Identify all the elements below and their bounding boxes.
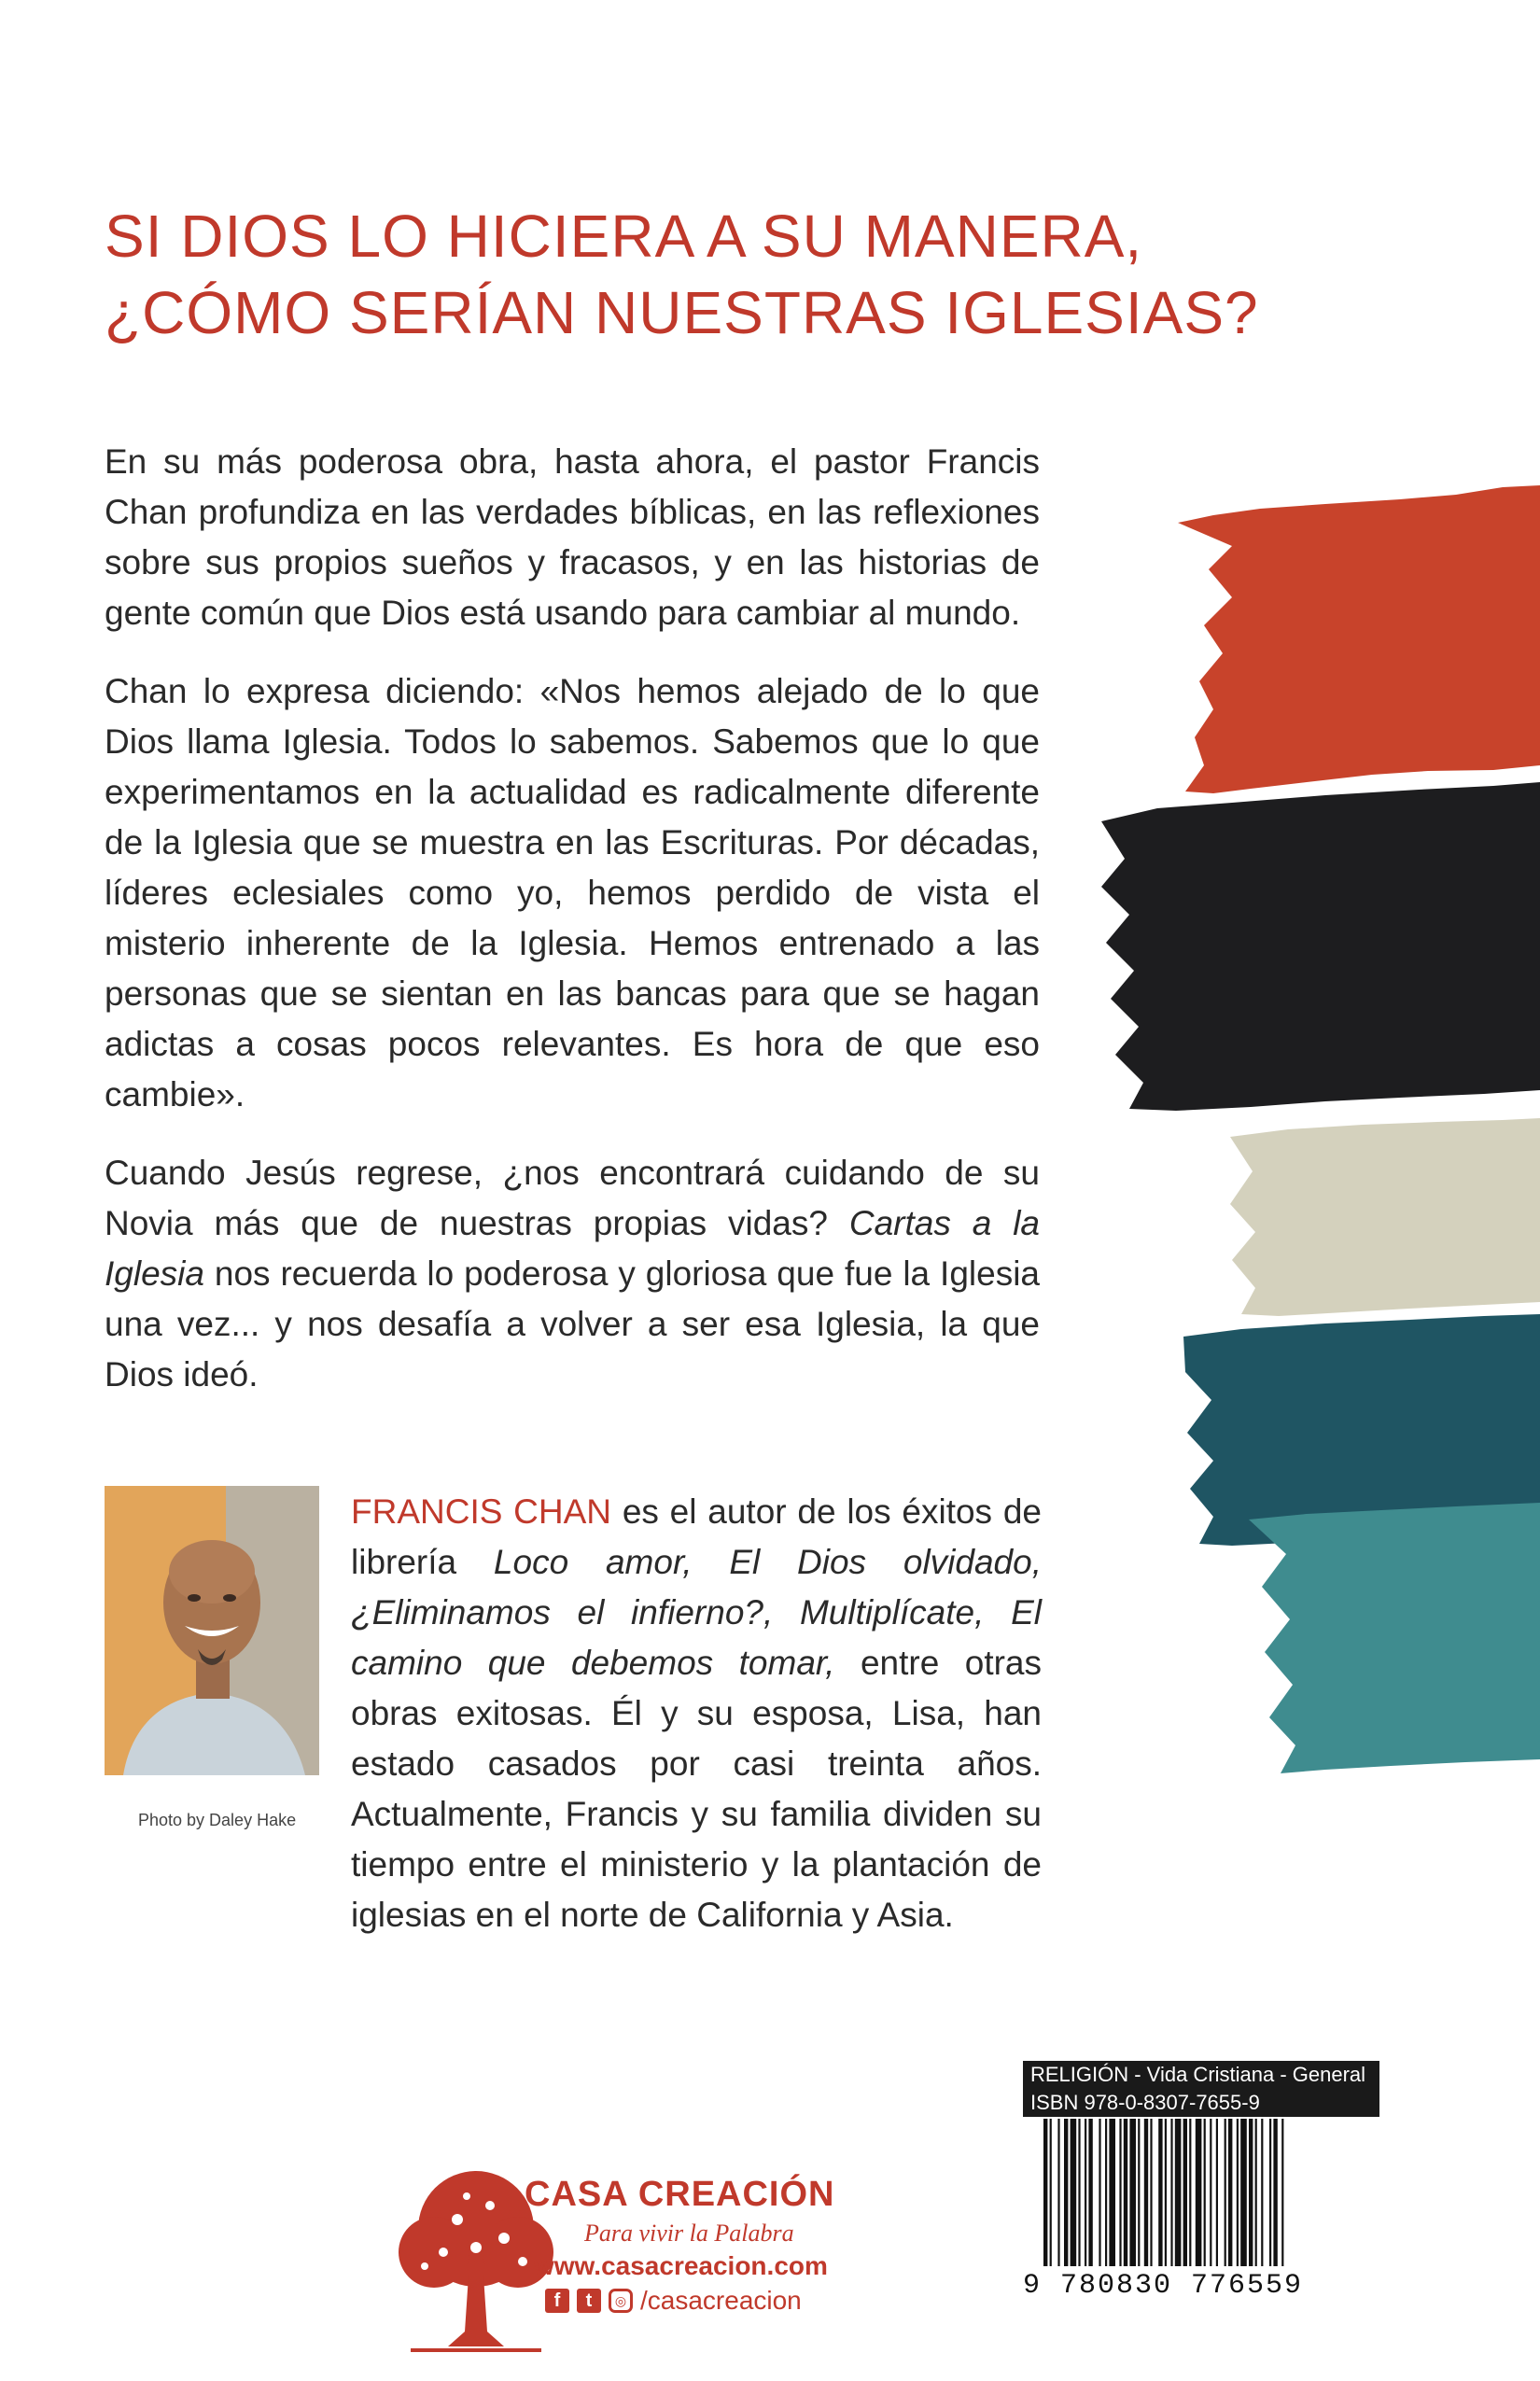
publisher-social [545, 2286, 802, 2316]
book-category: RELIGIÓN - Vida Cristiana - General [1023, 2061, 1379, 2089]
author-name: FRANCIS CHAN [351, 1492, 612, 1531]
black-paint-stroke [1101, 782, 1540, 1111]
barcode-bar [1228, 2119, 1232, 2266]
barcode-bar [1124, 2119, 1127, 2266]
barcode-bar [1085, 2119, 1086, 2266]
red-paint-stroke [1178, 485, 1540, 793]
barcode-bar [1150, 2119, 1152, 2266]
light-teal-paint-stroke [1249, 1503, 1540, 1773]
barcode-bar [1144, 2119, 1148, 2266]
barcode-bar [1225, 2119, 1226, 2266]
bio-intro: es el autor de los éxitos de librería [351, 1492, 1042, 1581]
headline-line-1: SI DIOS LO HICIERA A SU MANERA, [105, 203, 1143, 270]
barcode-bar [1273, 2119, 1277, 2266]
barcode-bar [1064, 2119, 1068, 2266]
description-paragraph-1: En su más poderosa obra, hasta ahora, el pastor Francis Chan profundiza en las verdades bíblicas, en las reflexiones sobre sus propios sueños y fracasos, y en las historias de gente común que Dios está usando para cambiar al mundo. [105, 442, 1040, 632]
social-handle: /casacreacion [640, 2286, 802, 2315]
author-bio [351, 1487, 1042, 1940]
barcode-bar [1240, 2119, 1247, 2266]
barcode-bar [1261, 2119, 1263, 2266]
barcode-bar [1109, 2119, 1115, 2266]
beige-paint-stroke [1230, 1118, 1540, 1316]
publisher-tagline: Para vivir la Palabra [584, 2220, 794, 2247]
publisher-name: CASA CREACIÓN [525, 2175, 835, 2214]
bio-books: Loco amor, El Dios olvidado, ¿Eliminamos el infierno?, Multiplícate, El camino que debemos tomar, [351, 1543, 1042, 1682]
barcode-bar [1281, 2119, 1283, 2266]
isbn-number: ISBN 978-0-8307-7655-9 [1023, 2089, 1379, 2117]
barcode-bar [1216, 2119, 1218, 2266]
barcode-bar [1196, 2119, 1202, 2266]
bio-rest: entre otras obras exitosas. Él y su esposa, Lisa, han estado casados por casi treinta años. Actualmente, Francis y su familia dividen su tiempo entre el ministerio y la plantación de iglesias en el norte de California y Asia. [351, 1644, 1043, 1934]
facebook-icon[interactable]: f [545, 2289, 569, 2313]
book-description [105, 437, 1040, 1428]
barcode-bar [1170, 2119, 1172, 2266]
barcode-bar [1204, 2119, 1206, 2266]
description-paragraph-2: Chan lo expresa diciendo: «Nos hemos alejado de lo que Dios llama Iglesia. Todos lo sabemos. Sabemos que lo que experimentamos en la actualidad es radicalmente diferente de la Iglesia que se muestra en las Escrituras. Por décadas, líderes eclesiales como yo, hemos perdido de vista el misterio inherente de la Iglesia. Hemos entrenado a las personas que se sientan en las bancas para que se hagan adictas a cosas pocos relevantes. Es hora de que eso cambie». [105, 672, 1040, 1113]
barcode-bar [1237, 2119, 1239, 2266]
barcode-bar [1175, 2119, 1182, 2266]
barcode-bar [1158, 2119, 1162, 2266]
author-portrait-illustration [105, 1486, 319, 1775]
barcode-block [1023, 2061, 1379, 2294]
barcode-bar [1105, 2119, 1107, 2266]
paragraph-3-end: nos recuerda lo poderosa y gloriosa que fue la Iglesia una vez... y nos desafía a volver a ser esa Iglesia, la que Dios ideó. [105, 1254, 1040, 1394]
barcode-bar [1255, 2119, 1257, 2266]
publisher-url[interactable]: www.casacreacion.com [534, 2251, 828, 2280]
headline [105, 198, 1271, 351]
barcode-bar [1078, 2119, 1080, 2266]
barcode-bar [1088, 2119, 1092, 2266]
description-paragraph-3 [105, 1148, 1040, 1400]
barcode-bar [1189, 2119, 1191, 2266]
barcode-bar [1119, 2119, 1121, 2266]
instagram-icon[interactable]: ◎ [609, 2289, 633, 2313]
barcode-bar [1138, 2119, 1140, 2266]
headline-line-2: ¿CÓMO SERÍAN NUESTRAS IGLESIAS? [105, 279, 1259, 346]
barcode-bar [1043, 2119, 1047, 2266]
barcode-bars [1023, 2119, 1379, 2294]
book-title: Cartas a la Iglesia [105, 1204, 1040, 1293]
twitter-icon[interactable]: t [577, 2289, 601, 2313]
barcode-bar [1129, 2119, 1136, 2266]
barcode-bar [1099, 2119, 1100, 2266]
barcode-bar [1249, 2119, 1253, 2266]
barcode-bar [1057, 2119, 1059, 2266]
barcode-bar [1269, 2119, 1271, 2266]
barcode-bar [1210, 2119, 1211, 2266]
barcode-bar [1165, 2119, 1167, 2266]
author-photo [105, 1486, 319, 1775]
barcode-bar [1071, 2119, 1077, 2266]
barcode-bar [1183, 2119, 1187, 2266]
paragraph-3-start: Cuando Jesús regrese, ¿nos encontrará cuidando de su Novia más que de nuestras propias vidas? [105, 1154, 1040, 1242]
barcode-digits: 9 780830 776559 [1023, 2270, 1304, 2302]
barcode-bar [1050, 2119, 1052, 2266]
photo-credit: Photo by Daley Hake [138, 1811, 297, 1829]
